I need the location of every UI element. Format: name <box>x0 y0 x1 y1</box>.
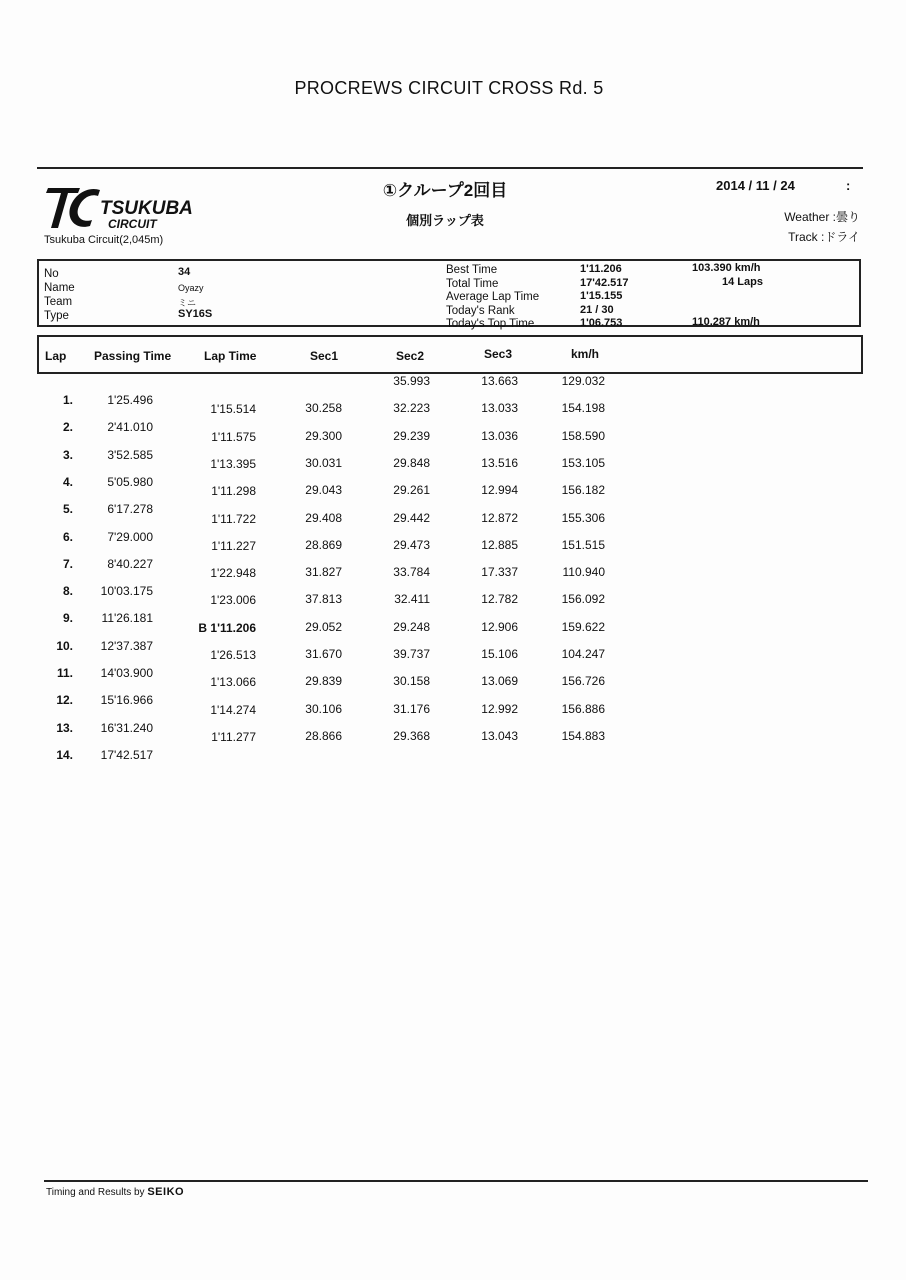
sec1-time: 30.258 <box>305 401 342 415</box>
lap-time: 1'14.274 <box>210 703 256 717</box>
label-no: No <box>44 268 59 280</box>
svg-text:CIRCUIT: CIRCUIT <box>108 217 157 231</box>
lap-number: 3. <box>62 448 73 462</box>
header-rule <box>37 167 863 169</box>
speed-kmh: 153.105 <box>561 456 605 470</box>
lap-time: B 1'11.206 <box>198 621 256 635</box>
sec3-time: 15.106 <box>481 647 518 661</box>
passing-time: 5'05.980 <box>107 475 153 489</box>
sec3-time: 12.906 <box>481 620 518 634</box>
label-team: Team <box>44 296 73 308</box>
sec2-time: 29.368 <box>393 729 430 743</box>
lap-number: 4. <box>62 475 73 489</box>
lap-number: 12. <box>56 693 73 707</box>
label-average-lap: Average Lap Time <box>446 291 540 303</box>
sec2-time: 32.411 <box>394 592 430 606</box>
sec3-time: 12.872 <box>481 511 518 525</box>
sec1-time: 28.869 <box>305 538 342 552</box>
event-title: PROCREWS CIRCUIT CROSS Rd. 5 <box>294 78 604 98</box>
sec1-time: 29.300 <box>305 429 342 443</box>
value-team: ミニ <box>178 298 197 308</box>
value-average-lap: 1'15.155 <box>580 290 623 302</box>
time-separator: : <box>846 178 851 193</box>
sec2-time: 35.993 <box>393 374 430 388</box>
value-no: 34 <box>178 266 191 278</box>
speed-kmh: 156.182 <box>561 483 605 497</box>
sec1-time: 31.670 <box>305 647 342 661</box>
lap-number: 2. <box>62 420 73 434</box>
sec1-time: 29.408 <box>305 511 342 525</box>
lap-number: 1. <box>62 393 73 407</box>
svg-text:TSUKUBA: TSUKUBA <box>100 198 193 219</box>
col-header-kmh: km/h <box>571 347 600 361</box>
sec3-time: 13.663 <box>481 374 518 388</box>
label-name: Name <box>44 282 75 294</box>
lap-number: 13. <box>56 721 73 735</box>
sec1-time: 29.839 <box>305 674 342 688</box>
col-header-sec2: Sec2 <box>396 349 425 363</box>
sec1-time: 30.031 <box>305 456 342 470</box>
sec1-time: 37.813 <box>305 592 342 606</box>
passing-time: 12'37.387 <box>100 639 153 653</box>
col-header-lap-time: Lap Time <box>204 349 257 363</box>
speed-kmh: 156.092 <box>561 592 605 606</box>
sec1-time: 29.052 <box>305 620 342 634</box>
sec2-time: 29.248 <box>393 620 430 634</box>
value-todays-rank: 21 / 30 <box>580 304 614 316</box>
report-date: 2014 / 11 / 24 <box>716 178 795 193</box>
speed-kmh: 154.198 <box>561 401 605 415</box>
sec3-time: 13.069 <box>481 674 518 688</box>
sec1-time: 28.866 <box>305 729 342 743</box>
circuit-name: Tsukuba Circuit(2,045m) <box>44 234 164 246</box>
label-top-time: Today's Top Time <box>446 318 535 330</box>
sec3-time: 12.992 <box>481 702 518 716</box>
lap-time: 1'11.227 <box>211 539 256 553</box>
sec1-time: 31.827 <box>305 565 342 579</box>
speed-kmh: 159.622 <box>561 620 605 634</box>
col-header-sec1: Sec1 <box>310 349 339 363</box>
speed-kmh: 154.883 <box>561 729 605 743</box>
sec2-time: 29.442 <box>393 511 430 525</box>
lap-time: 1'11.722 <box>211 512 256 526</box>
value-type: SY16S <box>178 308 213 320</box>
footer-rule <box>44 1180 868 1182</box>
col-header-passing-time: Passing Time <box>94 349 172 363</box>
lap-time: 1'26.513 <box>210 648 256 662</box>
lap-number: 14. <box>56 748 73 762</box>
seiko-brand: SEIKO <box>147 1186 185 1198</box>
sec2-time: 29.848 <box>393 456 430 470</box>
lap-time: 1'13.066 <box>210 675 256 689</box>
sec3-time: 12.885 <box>481 538 518 552</box>
passing-time: 15'16.966 <box>100 693 153 707</box>
speed-kmh: 156.726 <box>561 674 605 688</box>
sec3-time: 13.516 <box>481 456 518 470</box>
passing-time: 6'17.278 <box>107 502 153 516</box>
speed-kmh: 151.515 <box>561 538 605 552</box>
passing-time: 8'40.227 <box>107 557 153 571</box>
passing-time: 7'29.000 <box>107 530 153 544</box>
label-todays-rank: Today's Rank <box>446 305 515 317</box>
value-total-time: 17'42.517 <box>580 277 629 289</box>
sec2-time: 39.737 <box>393 647 430 661</box>
footer-credit <box>46 1186 184 1198</box>
lap-time: 1'11.298 <box>211 484 256 498</box>
tsukuba-circuit-logo <box>40 184 240 232</box>
track-condition: Track :ドライ <box>788 230 860 244</box>
lap-time: 1'23.006 <box>210 593 256 607</box>
best-lap-speed: 103.390 km/h <box>692 262 761 274</box>
report-subtitle: 個別ラップ表 <box>406 213 484 228</box>
lap-time: 1'11.575 <box>211 430 256 444</box>
passing-time: 1'25.496 <box>107 393 153 407</box>
speed-kmh: 158.590 <box>561 429 605 443</box>
sec1-time: 29.043 <box>305 483 342 497</box>
speed-kmh: 104.247 <box>561 647 605 661</box>
sec2-time: 29.261 <box>393 483 430 497</box>
passing-time: 17'42.517 <box>100 748 153 762</box>
passing-time: 3'52.585 <box>107 448 153 462</box>
value-best-time: 1'11.206 <box>580 263 622 275</box>
label-type: Type <box>44 310 69 322</box>
passing-time: 11'26.181 <box>101 611 153 625</box>
col-header-sec3: Sec3 <box>484 347 513 361</box>
col-header-lap: Lap <box>45 349 67 363</box>
sec2-time: 31.176 <box>393 702 430 716</box>
sec3-time: 12.994 <box>481 483 518 497</box>
label-total-time: Total Time <box>446 278 499 290</box>
speed-kmh: 129.032 <box>561 374 605 388</box>
sec2-time: 29.473 <box>393 538 430 552</box>
lap-number: 9. <box>62 611 73 625</box>
sec3-time: 17.337 <box>481 565 518 579</box>
lap-number: 10. <box>56 639 73 653</box>
speed-kmh: 156.886 <box>561 702 605 716</box>
sec2-time: 30.158 <box>393 674 430 688</box>
passing-time: 10'03.175 <box>100 584 153 598</box>
passing-time: 2'41.010 <box>107 420 153 434</box>
sec2-time: 33.784 <box>393 565 430 579</box>
value-top-time: 1'06.753 <box>580 317 623 329</box>
lap-time: 1'11.277 <box>211 730 256 744</box>
total-laps: 14 Laps <box>722 276 763 288</box>
lap-number: 6. <box>62 530 73 544</box>
lap-time: 1'22.948 <box>210 566 256 580</box>
sec3-time: 13.036 <box>481 429 518 443</box>
speed-kmh: 155.306 <box>561 511 605 525</box>
tc-logo-icon <box>40 184 240 232</box>
lap-number: 5. <box>62 502 73 516</box>
label-best-time: Best Time <box>446 264 498 276</box>
lap-time: 1'13.395 <box>210 457 256 471</box>
sec3-time: 13.033 <box>481 401 518 415</box>
sec3-time: 13.043 <box>481 729 518 743</box>
sec1-time: 30.106 <box>305 702 342 716</box>
sec2-time: 29.239 <box>393 429 430 443</box>
session-title: ①クループ2回目 <box>382 181 508 200</box>
lap-number: 8. <box>62 584 73 598</box>
speed-kmh: 110.940 <box>562 565 605 579</box>
passing-time: 14'03.900 <box>100 666 153 680</box>
lap-number: 11. <box>56 666 73 680</box>
passing-time: 16'31.240 <box>100 721 153 735</box>
lap-time: 1'15.514 <box>210 402 256 416</box>
weather-condition: Weather :曇り <box>784 210 860 224</box>
sec2-time: 32.223 <box>393 401 430 415</box>
sec3-time: 12.782 <box>481 592 518 606</box>
lap-number: 7. <box>62 557 73 571</box>
value-name: Oyazy <box>178 283 204 293</box>
top-speed: 110.287 km/h <box>692 316 760 328</box>
footer-prefix: Timing and Results by <box>46 1187 148 1198</box>
